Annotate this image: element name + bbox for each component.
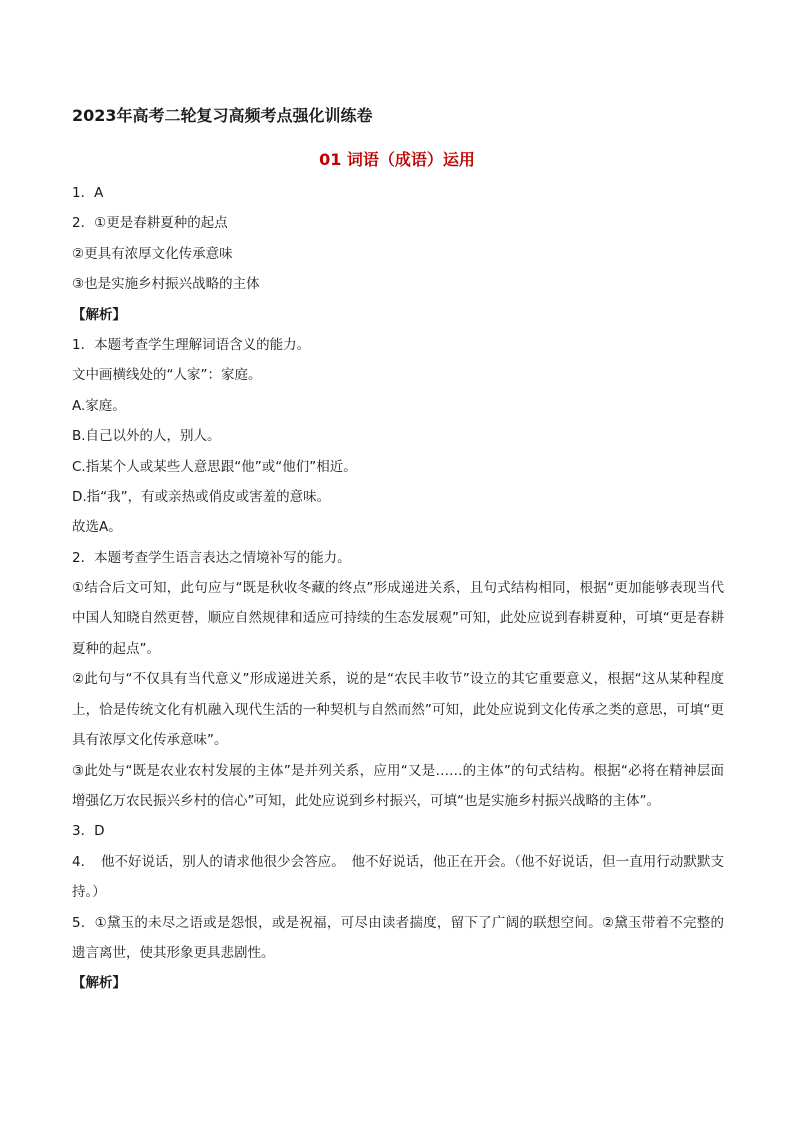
analysis-1-option-a: A.家庭。 <box>72 397 126 414</box>
analysis-2-intro: 2．本题考查学生语言表达之情境补写的能力。 <box>72 549 351 566</box>
answer-5: 5．①黛玉的未尽之语或是怨恨，或是祝福，可尽由读者揣度，留下了广阔的联想空间。②黛玉带着不完整的遗言离世，使其形象更具悲剧性。 <box>72 914 724 961</box>
answer-2-part-2: ②更具有浓厚文化传承意味 <box>72 245 233 262</box>
analysis-heading: 【解析】 <box>72 306 126 323</box>
analysis-1-option-c: C.指某个人或某些人意思跟“他”或“他们”相近。 <box>72 458 357 475</box>
answer-1: 1．A <box>72 185 104 201</box>
answer-4: 4． 他不好说话，别人的请求他很少会答应。 他不好说话，他正在开会。（他不好说话，但一直用行动默默支持。） <box>72 853 724 901</box>
answer-2-part-3: ③也是实施乡村振兴战略的主体 <box>72 276 260 293</box>
document-subtitle: 01 词语（成语）运用 <box>319 150 475 169</box>
analysis-2-paragraph-1: ①结合后文可知，此句应与“既是秋收冬藏的终点”形成递进关系，且句式结构相同，根据“更加能够表现当代中国人知晓自然更替，顺应自然规律和适应可持续的生态发展观”可知，此处应说到春耕夏种，可填“更是春耕夏种的起点”。 <box>72 580 724 657</box>
analysis-1-intro: 1．本题考查学生理解词语含义的能力。 <box>72 336 311 353</box>
answer-2-part-1: 2．①更是春耕夏种的起点 <box>72 215 228 232</box>
analysis-2-paragraph-2: ②此句与“不仅具有当代意义”形成递进关系，说的是“农民丰收节”设立的其它重要意义，根据“这从某种程度上，恰是传统文化有机融入现代生活的一种契机与自然而然”可知，此处应说到文化传承之类的意思，可填“更具有浓厚文化传承意味”。 <box>72 671 724 749</box>
document-title: 2023年高考二轮复习高频考点强化训练卷 <box>72 106 373 125</box>
document-body <box>72 178 724 999</box>
analysis-1-context: 文中画横线处的“人家”：家庭。 <box>72 367 262 384</box>
analysis-1-option-d: D.指“我”，有或亲热或俏皮或害羞的意味。 <box>72 488 331 505</box>
analysis-heading-2: 【解析】 <box>72 975 126 992</box>
analysis-1-conclusion: 故选A。 <box>72 519 122 536</box>
answer-3: 3．D <box>72 823 105 840</box>
analysis-2-paragraph-3: ③此处与“既是农业农村发展的主体”是并列关系，应用“又是……的主体”的句式结构。根据“必将在精神层面增强亿万农民振兴乡村的信心”可知，此处应说到乡村振兴，可填“也是实施乡村振兴战略的主体”。 <box>72 762 724 809</box>
analysis-1-option-b: B.自己以外的人，别人。 <box>72 428 221 445</box>
